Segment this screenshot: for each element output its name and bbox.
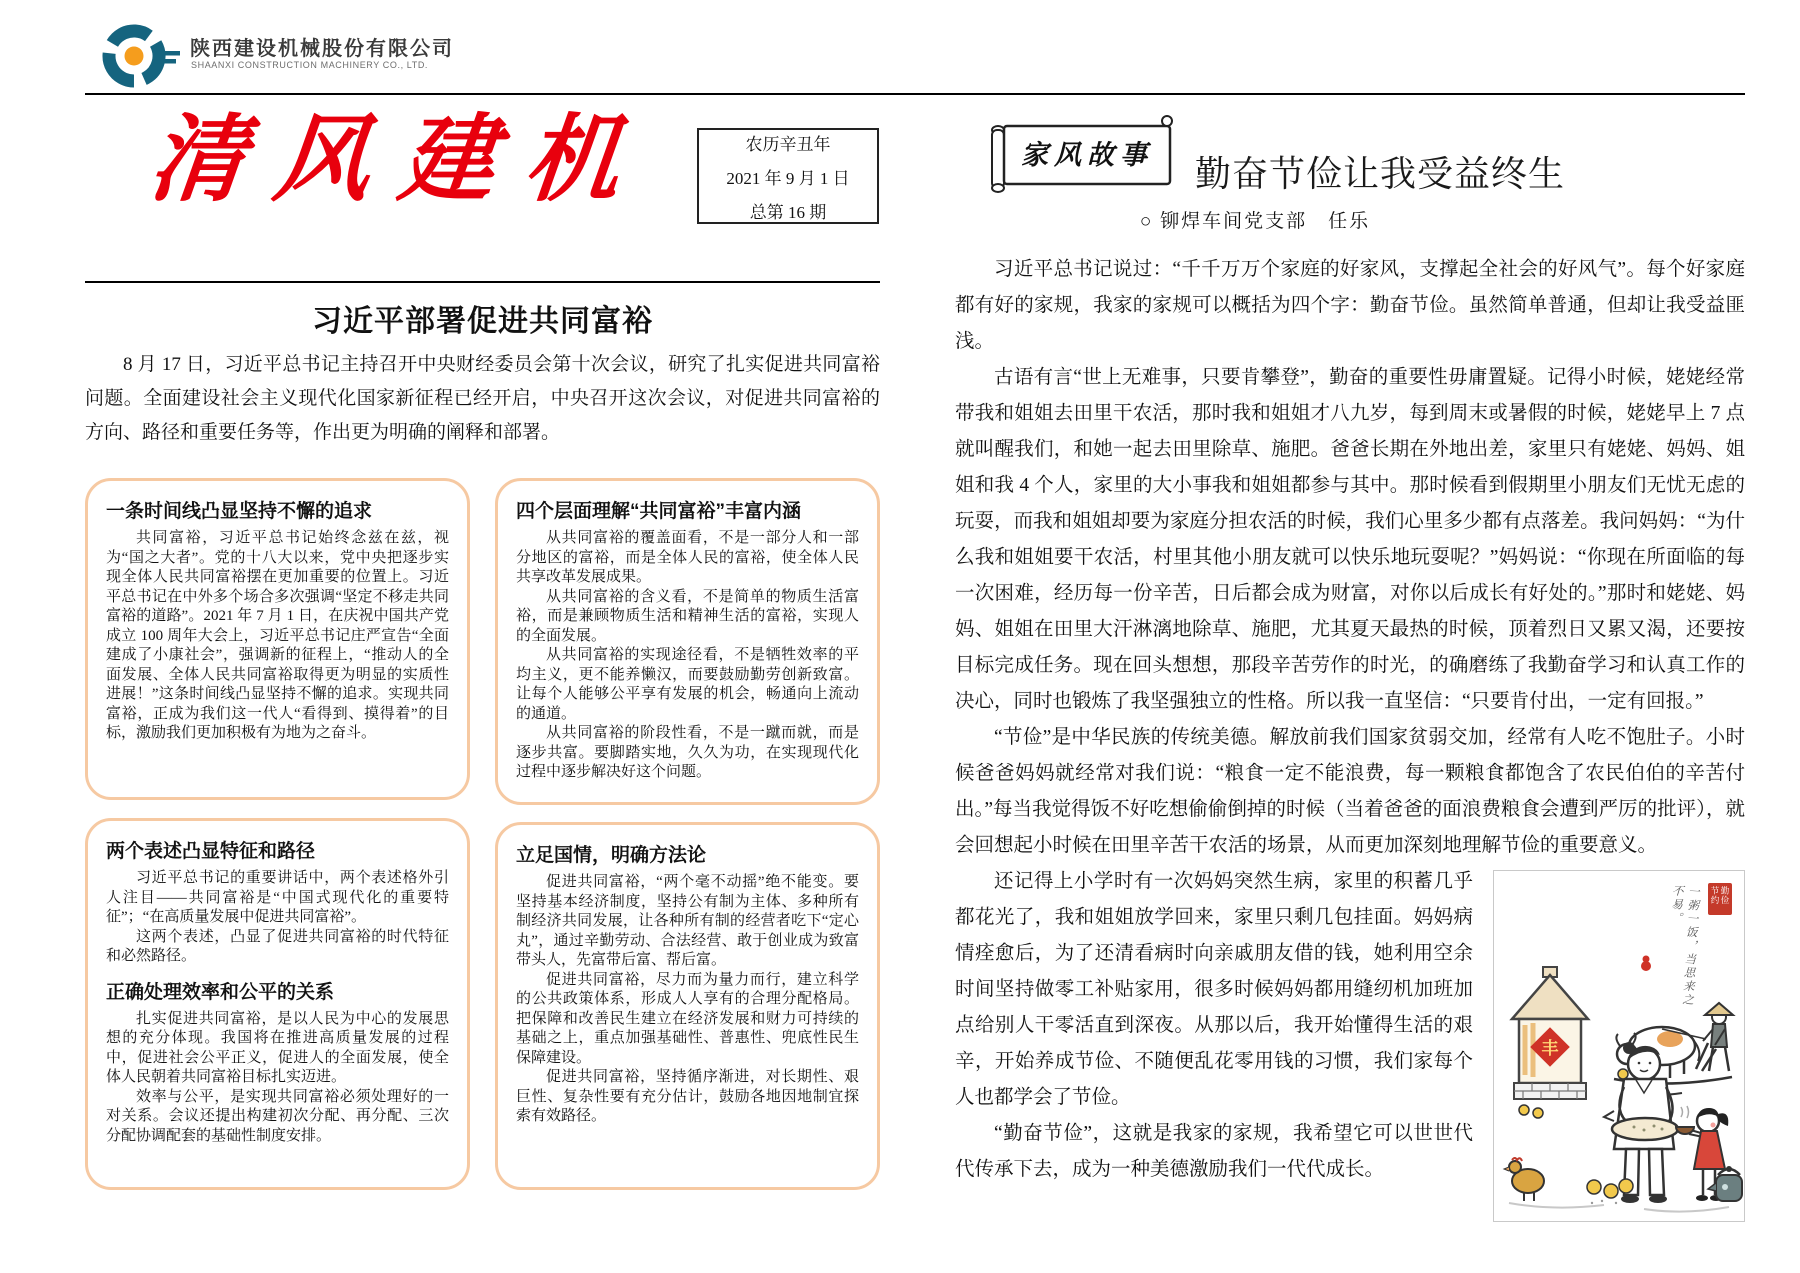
lunar-year: 农历辛丑年 xyxy=(745,134,831,154)
infobox-methodology xyxy=(495,822,880,1190)
right-article-body xyxy=(955,252,1745,1228)
infobox-paragraph: 这两个表述，凸显了促进共同富裕的时代特征和必然路径。 xyxy=(106,928,449,964)
masthead-title: 清风建机 xyxy=(144,107,656,213)
infobox-timeline xyxy=(85,478,470,800)
infobox-heading: 一条时间线凸显坚持不懈的追求 xyxy=(106,501,373,522)
farm-scene-drawing xyxy=(1494,871,1744,1221)
infobox-paragraph: 习近平总书记的重要讲话中，两个表述格外引人注目——共同富裕是“中国式现代化的重要特征”；“在高质量发展中促进共同富裕”。 xyxy=(106,870,449,925)
byline-text: 铆焊车间党支部 任乐 xyxy=(1160,211,1371,232)
infobox-four-aspects xyxy=(495,478,880,805)
infobox-paragraph: 效率与公平，是实现共同富裕必须处理好的一对关系。会议还提出构建初次分配、再分配、三次分配协调配套的基础性制度安排。 xyxy=(106,1088,449,1144)
company-logo-icon xyxy=(100,20,186,92)
infobox-two-statements xyxy=(85,818,470,1190)
red-seal-stamp: 勤俭节约 xyxy=(1708,883,1732,915)
company-name-en: SHAANXI CONSTRUCTION MACHINERY CO., LTD. xyxy=(191,60,429,70)
left-article-divider xyxy=(85,281,880,283)
byline-bullet-icon: ○ xyxy=(1139,211,1154,232)
article-paragraph: 古语有言“世上无难事，只要肯攀登”，勤奋的重要性毋庸置疑。记得小时候，姥姥经常带我和姐姐去田里干农活，那时我和姐姐才八九岁，每到周末或暑假的时候，姥姥早上 7 点就叫醒我们，和她一起去田里除草、施肥。爸爸长期在外地出差，家里只有姥姥、妈妈、姐姐和我 4 个人，家里的大小事我和姐姐都参与其中。那时候看到假期里小朋友们无忧无虑的玩耍，而我和姐姐却要为家庭分担农活的时候，我们心里多少都有点落差。我问妈妈：“为什么我和姐姐要干农活，村里其他小朋友就可以快乐地玩耍呢？”妈妈说：“你现在所面临的每一次困难，经历每一份辛苦，日后都会成为财富，对你以后成长有好处的。”那时和姥姥、妈妈、姐姐在田里大汗淋漓地除草、施肥，尤其夏天最热的时候，顶着烈日又累又渴，还要按目标完成任务。现在回头想想，那段辛苦劳作的时光，的确磨练了我勤奋学习和认真工作的决心，同时也锻炼了我坚强独立的性格。所以我一直坚信：“只要肯付出，一定有回报。” xyxy=(955,367,1745,712)
left-article-intro: 8 月 17 日，习近平总书记主持召开中央财经委员会第十次会议，研究了扎实促进共同富裕问题。全面建设社会主义现代化国家新征程已经开启，中央召开这次会议，对促进共同富裕的方向、路径和重要任务等，作出更为明确的阐释和部署。 xyxy=(85,354,880,443)
article-paragraph: “节俭”是中华民族的传统美德。解放前我们国家贫弱交加，经常有人吃不饱肚子。小时候爸爸妈妈就经常对我们说：“粮食一定不能浪费，每一颗粮食都饱含了农民伯伯的辛苦付出。”每当我觉得饭不好吃想偷偷倒掉的时候（当着爸爸的面浪费粮食会遭到严厉的批评），就会回想起小时候在田里辛苦干农活的场景，从而更加深刻地理解节俭的重要意义。 xyxy=(955,727,1745,856)
issue-date: 2021 年 9 月 1 日 xyxy=(726,168,850,188)
infobox-paragraph: 促进共同富裕，“两个毫不动摇”绝不能变。要坚持基本经济制度，坚持公有制为主体、多种所有制经济共同发展，让各种所有制的经营者吃下“定心丸”，通过辛勤劳动、合法经营、敢于创业成为致富带头人，先富带后富、帮后富。 xyxy=(516,874,859,968)
right-article-title: 勤奋节俭让我受益终生 xyxy=(1194,153,1565,194)
infobox-paragraph: 从共同富裕的实现途径看，不是牺牲效率的平均主义，更不能养懒汉，而要鼓励勤劳创新致富。让每个人能够公平享有发展的机会，畅通向上流动的通道。 xyxy=(516,647,859,722)
family-farm-illustration xyxy=(1493,870,1745,1222)
issue-info-box xyxy=(697,128,879,224)
issue-number: 总第 16 期 xyxy=(749,202,827,222)
infobox-paragraph: 促进共同富裕，尽力而为量力而行，建立科学的公共政策体系，形成人人享有的合理分配格局。把保障和改善民生建立在经济发展和财力可持续的基础之上，重点加强基础性、普惠性、兜底性民生保障建设。 xyxy=(516,971,859,1066)
infobox-paragraph: 从共同富裕的阶段性看，不是一蹴而就，而是逐步共富。要脚踏实地，久久为功，在实现现代化过程中逐步解决好这个问题。 xyxy=(516,725,859,780)
banner-label: 家风故事 xyxy=(1021,140,1153,170)
infobox-paragraph: 扎实促进共同富裕，是以人民为中心的发展思想的充分体现。我国将在推进高质量发展的过程中，促进社会公平正义，促进人的全面发展，使全体人民朝着共同富裕目标扎实迈进。 xyxy=(106,1010,449,1085)
granary-harvest-character: 丰 xyxy=(1541,1039,1559,1058)
infobox-paragraph: 从共同富裕的覆盖面看，不是一部分人和一部分地区的富裕，而是全体人民的富裕，使全体人民共享改革发展成果。 xyxy=(516,530,859,585)
left-article-title: 习近平部署促进共同富裕 xyxy=(312,305,653,338)
infobox-heading: 立足国情，明确方法论 xyxy=(516,845,707,866)
right-article-byline xyxy=(955,206,1555,233)
header-divider xyxy=(85,93,1745,95)
infobox-paragraph: 共同富裕，习近平总书记始终念兹在兹，视为“国之大者”。党的十八大以来，党中央把逐步实现全体人民共同富裕摆在更加重要的位置上。习近平总书记在中外多个场合多次强调“坚定不移走共同富裕的道路”。2021 年 7 月 1 日，在庆祝中国共产党成立 100 周年大会上，习近平总书记庄严宣告“全面建成了小康社会”，强调新的征程上，“推动人的全面发展、全体人民共同富裕取得更为明显的实质性进展！”这条时间线凸显坚持不懈的追求。实现共同富裕，正成为我们这一代人“看得到、摸得着”的目标，激励我们更加积极有为地为之奋斗。 xyxy=(106,530,449,741)
infobox-heading: 四个层面理解“共同富裕”丰富内涵 xyxy=(516,501,802,522)
article-paragraph: “勤奋节俭”，这就是我家的家规，我希望它可以世世代代传承下去，成为一种美德激励我们一代代成长。 xyxy=(955,1123,1473,1180)
infobox-heading: 两个表述凸显特征和路径 xyxy=(106,841,316,862)
illustration-inscription: 一粥一饭，当思来之不易。 xyxy=(1669,884,1700,1008)
company-name-cn: 陕西建设机械股份有限公司 xyxy=(190,38,454,60)
article-paragraph: 还记得上小学时有一次妈妈突然生病，家里的积蓄几乎都花光了，我和姐姐放学回来，家里只剩几包挂面。妈妈病情痊愈后，为了还清看病时向亲戚朋友借的钱，她利用空余时间坚持做零工补贴家用，很多时候妈妈都用缝纫机加班加点给别人干零活直到深夜。从那以后，我开始懂得生活的艰辛，开始养成节俭、不随便乱花零用钱的习惯，我们家每个人也都学会了节俭。 xyxy=(955,871,1473,1108)
article-paragraph: 习近平总书记说过：“千千万万个家庭的好家风，支撑起全社会的好风气”。每个好家庭都有好的家规，我家的家规可以概括为四个字：勤奋节俭。虽然简单普通，但却让我受益匪浅。 xyxy=(955,259,1745,352)
infobox-paragraph: 从共同富裕的含义看，不是简单的物质生活富裕，而是兼顾物质生活和精神生活的富裕，实现人的全面发展。 xyxy=(516,588,859,644)
infobox-heading: 正确处理效率和公平的关系 xyxy=(106,981,335,1003)
infobox-paragraph: 促进共同富裕，坚持循序渐进，对长期性、艰巨性、复杂性要有充分估计，鼓励各地因地制宜探索有效路径。 xyxy=(516,1069,859,1124)
